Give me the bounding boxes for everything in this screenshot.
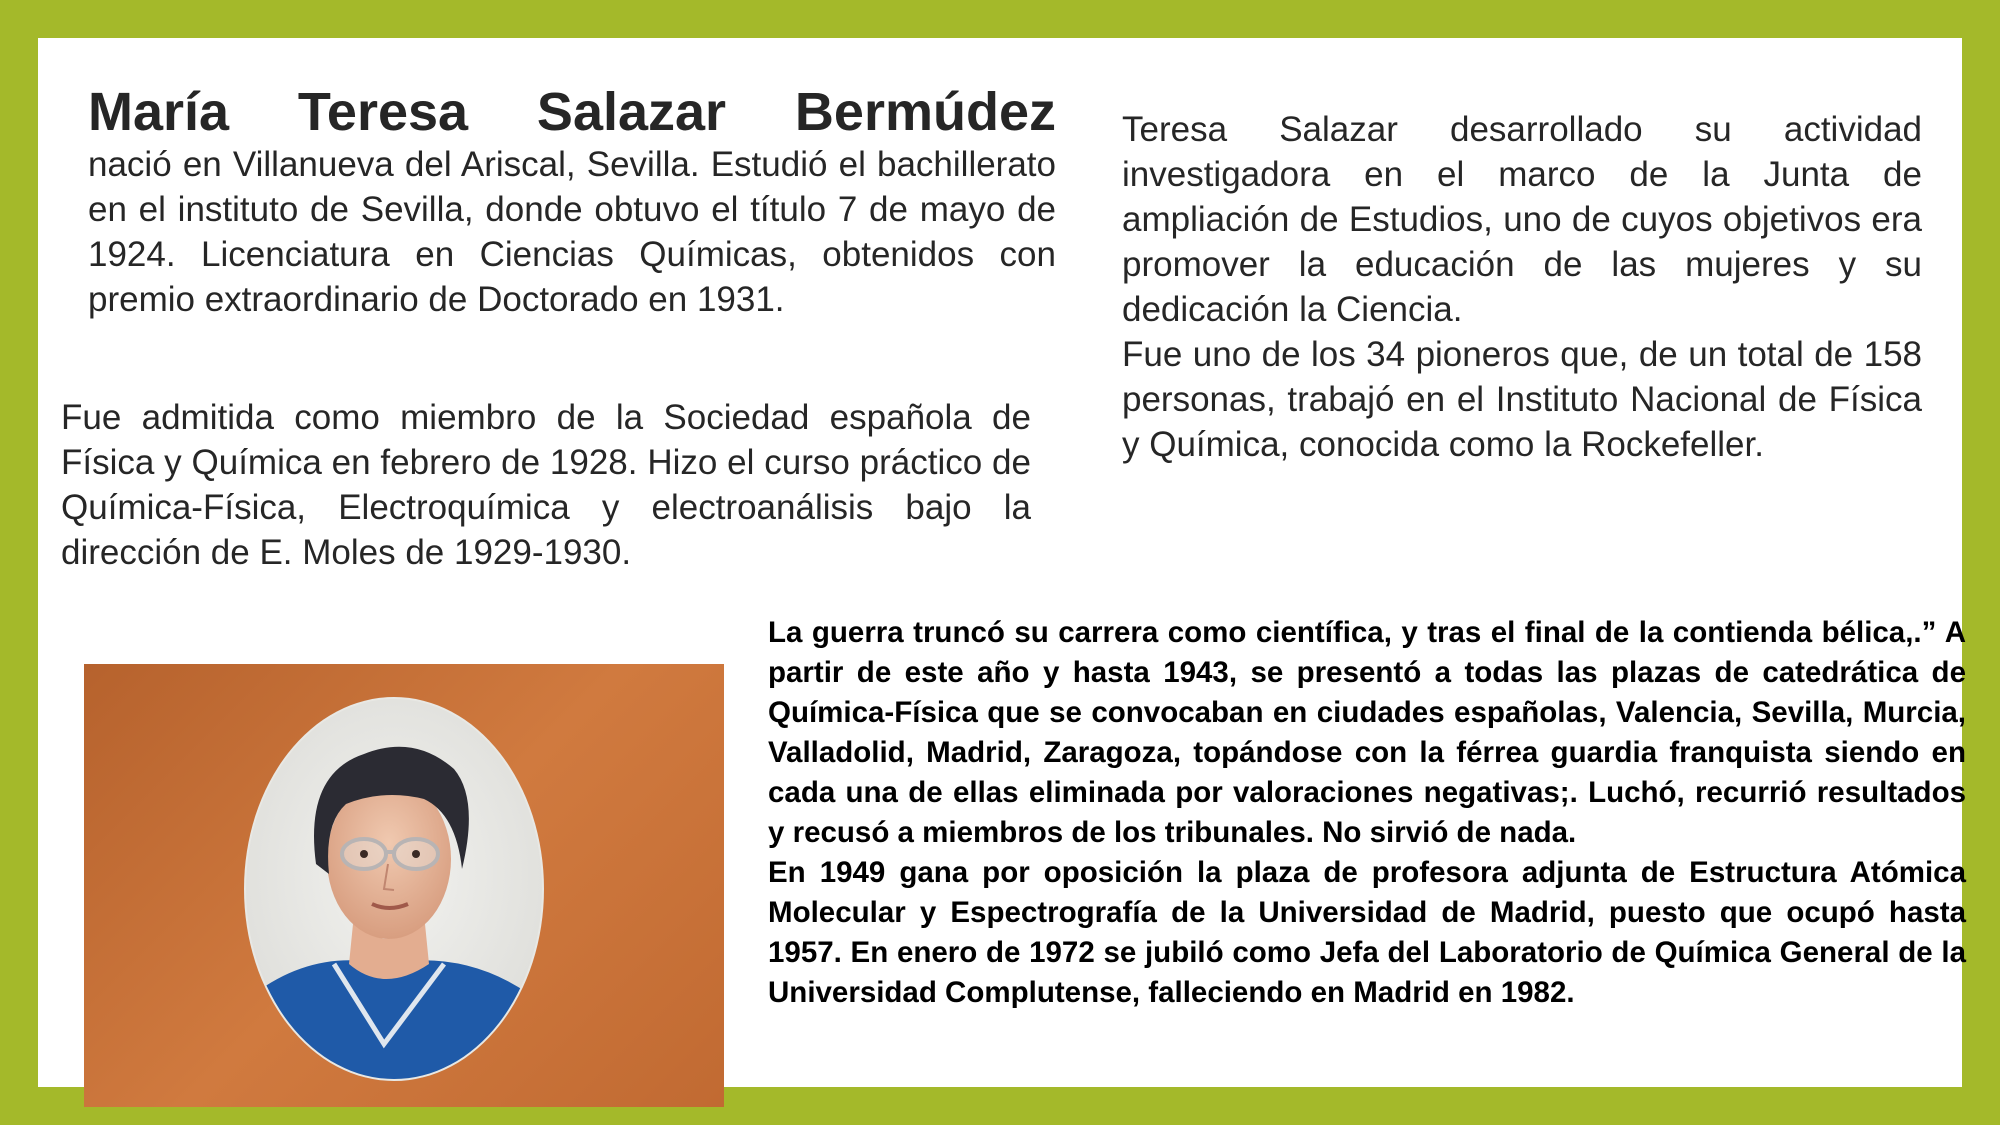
career-paragraph-2: En 1949 gana por oposición la plaza de profesora adjunta de Estructura Atómica Molecular y Espectrografía de la Universidad de Madrid, puesto que ocupó hasta 1957. En enero de 1972 se jubiló como Jefa del Laboratorio de Química General de la Universidad Complutense, falleciendo en Madrid en 1982. bbox=[768, 856, 1966, 1009]
career-paragraph-1: La guerra truncó su carrera como científica, y tras el final de la contienda bélica,.” A partir de este año y hasta 1943, se presentó a todas las plazas de catedrática de Química-Física que se convocaban en ciudades españolas, Valencia, Sevilla, Murcia, Valladolid, Madrid, Zaragoza, topándose con la férrea guardia franquista siendo en cada una de ellas eliminada por valoraciones negativas;. Luchó, recurrió resultados y recusó a miembros de los tribunales. No sirvió de nada. bbox=[768, 616, 1966, 849]
person-name-heading: María Teresa Salazar Bermúdez bbox=[88, 82, 1056, 142]
intro-text-block bbox=[88, 82, 1056, 322]
slide-page bbox=[38, 38, 1966, 1087]
career-text-block bbox=[768, 613, 1966, 1013]
research-paragraph-2: Fue uno de los 34 pioneros que, de un total de 158 personas, trabajó en el Instituto Nacional de Física y Química, conocida como la Rockefeller. bbox=[1122, 335, 1922, 464]
research-text-block bbox=[1122, 107, 1922, 467]
portrait-painting bbox=[84, 664, 724, 1107]
society-paragraph: Fue admitida como miembro de la Sociedad española de Física y Química en febrero de 1928. Hizo el curso práctico de Química-Física, Electroquímica y electroanálisis bajo la dirección de E. Moles de 1929-1930. bbox=[61, 398, 1031, 572]
intro-paragraph: nació en Villanueva del Ariscal, Sevilla. Estudió el bachillerato en el instituto de Sevilla, donde obtuvo el título 7 de mayo de 1924. Licenciatura en Ciencias Químicas, obtenidos con premio extraordinario de Doctorado en 1931. bbox=[88, 145, 1056, 319]
research-paragraph-1: Teresa Salazar desarrollado su actividad investigadora en el marco de la Junta de ampliación de Estudios, uno de cuyos objetivos era promover la educación de las mujeres y su dedicación la Ciencia. bbox=[1122, 110, 1922, 329]
portrait-illustration bbox=[84, 664, 724, 1107]
society-text-block bbox=[61, 395, 1031, 575]
